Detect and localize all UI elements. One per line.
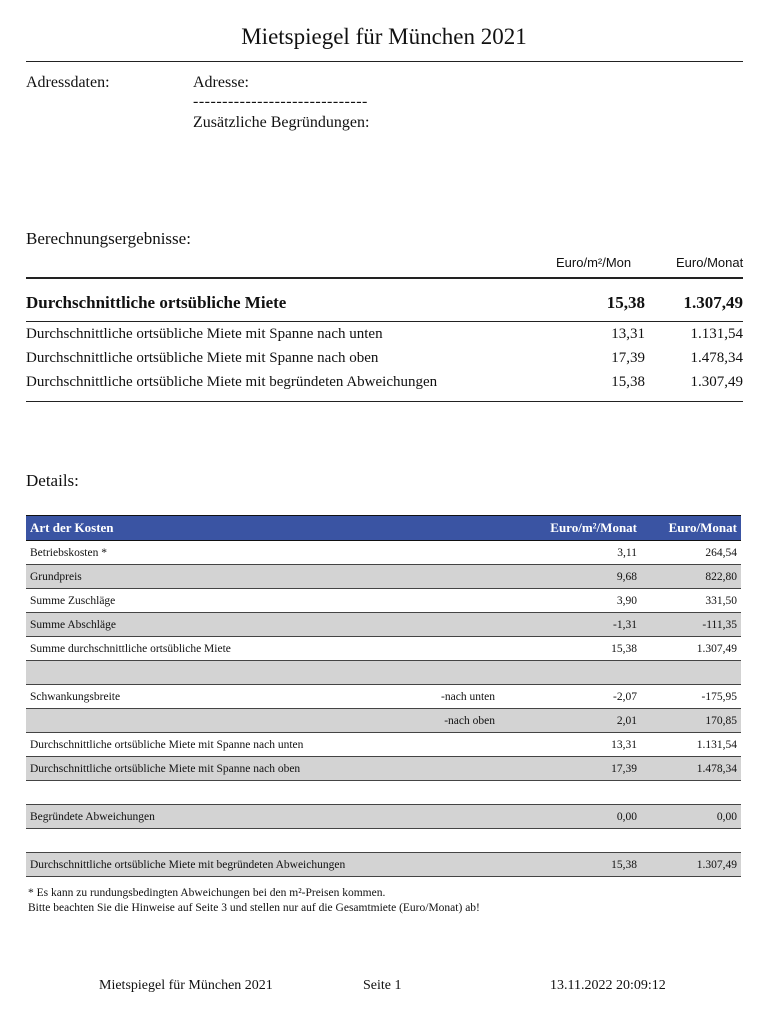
- row-value-month: [641, 661, 741, 685]
- row-value-sqm: 13,31: [531, 733, 641, 757]
- row-value-month: 1.478,34: [641, 757, 741, 781]
- row-sublabel: [436, 733, 531, 757]
- justifications-label: Zusätzliche Begründungen:: [193, 114, 370, 131]
- table-row: [26, 757, 741, 781]
- table-row: [26, 565, 741, 589]
- results-row-value-sqm: 13,31: [611, 326, 645, 342]
- row-sublabel: [436, 853, 531, 877]
- results-row-value-sqm: 17,39: [611, 350, 645, 366]
- row-label: Schwankungsbreite: [26, 685, 436, 709]
- details-header-sqm: Euro/m²/Monat: [531, 516, 641, 541]
- results-row: [26, 350, 743, 367]
- results-main-label: Durchschnittliche ortsübliche Miete: [26, 293, 287, 312]
- table-row: [26, 805, 741, 829]
- row-value-sqm: 3,90: [531, 589, 641, 613]
- table-row: [26, 613, 741, 637]
- row-value-month: 822,80: [641, 565, 741, 589]
- row-value-month: 1.131,54: [641, 733, 741, 757]
- table-row: [26, 661, 741, 685]
- row-sublabel: [436, 637, 531, 661]
- results-bottom-divider: [26, 401, 743, 402]
- row-label: [26, 709, 436, 733]
- results-row: [26, 374, 743, 391]
- results-row: [26, 326, 743, 343]
- details-header-month: Euro/Monat: [641, 516, 741, 541]
- table-row: [26, 733, 741, 757]
- footnote-rounding: * Es kann zu rundungsbedingten Abweichungen bei den m²-Preisen kommen.: [28, 887, 386, 899]
- row-value-sqm: 17,39: [531, 757, 641, 781]
- results-row-value-month: 1.131,54: [690, 326, 743, 342]
- row-value-sqm: [531, 781, 641, 805]
- results-main-row: [26, 293, 743, 313]
- row-label: Summe Zuschläge: [26, 589, 436, 613]
- results-col1-header: Euro/m²/Mon: [556, 255, 632, 270]
- address-section-label: Adressdaten:: [26, 74, 110, 91]
- row-value-sqm: -1,31: [531, 613, 641, 637]
- table-row: [26, 781, 741, 805]
- table-row: [26, 685, 741, 709]
- row-value-month: 170,85: [641, 709, 741, 733]
- row-label: [26, 781, 436, 805]
- row-label: [26, 661, 436, 685]
- row-label: Summe durchschnittliche ortsübliche Miete: [26, 637, 436, 661]
- row-value-sqm: 15,38: [531, 637, 641, 661]
- row-value-month: 331,50: [641, 589, 741, 613]
- results-col2-header: Euro/Monat: [676, 255, 744, 270]
- row-value-sqm: 3,11: [531, 541, 641, 565]
- results-main-value-sqm: 15,38: [606, 293, 645, 312]
- footnote-notice: Bitte beachten Sie die Hinweise auf Seite 3 und stellen nur auf die Gesamtmiete (Euro/Monat) ab!: [28, 902, 480, 914]
- results-header-divider: [26, 277, 743, 279]
- details-header-row: [26, 516, 741, 541]
- address-separator: ------------------------------: [193, 93, 368, 110]
- row-label: Durchschnittliche ortsübliche Miete mit Spanne nach oben: [26, 757, 436, 781]
- row-value-sqm: 2,01: [531, 709, 641, 733]
- row-sublabel: [436, 565, 531, 589]
- results-row-value-month: 1.307,49: [690, 374, 743, 390]
- row-sublabel: [436, 829, 531, 853]
- row-value-month: -175,95: [641, 685, 741, 709]
- table-row: [26, 637, 741, 661]
- row-value-month: 1.307,49: [641, 637, 741, 661]
- table-row: [26, 589, 741, 613]
- details-heading: Details:: [26, 471, 79, 490]
- row-value-sqm: 15,38: [531, 853, 641, 877]
- row-sublabel: [436, 613, 531, 637]
- row-value-month: 264,54: [641, 541, 741, 565]
- results-row-label: Durchschnittliche ortsübliche Miete mit Spanne nach unten: [26, 326, 383, 342]
- footer-title: Mietspiegel für München 2021: [99, 978, 273, 993]
- row-sublabel: [436, 757, 531, 781]
- results-main-divider: [26, 321, 743, 322]
- row-sublabel: [436, 541, 531, 565]
- results-row-label: Durchschnittliche ortsübliche Miete mit Spanne nach oben: [26, 350, 379, 366]
- footer-timestamp: 13.11.2022 20:09:12: [550, 978, 666, 993]
- row-sublabel: [436, 589, 531, 613]
- details-table: [26, 515, 741, 877]
- table-row: [26, 541, 741, 565]
- results-row-value-month: 1.478,34: [690, 350, 743, 366]
- details-header-cost-type: Art der Kosten: [26, 516, 531, 541]
- results-row-label: Durchschnittliche ortsübliche Miete mit begründeten Abweichungen: [26, 374, 438, 390]
- table-row: [26, 829, 741, 853]
- row-label: Betriebskosten *: [26, 541, 436, 565]
- row-label: [26, 829, 436, 853]
- title-divider: [26, 61, 743, 62]
- table-row: [26, 853, 741, 877]
- results-row-value-sqm: 15,38: [611, 374, 645, 390]
- row-label: Summe Abschläge: [26, 613, 436, 637]
- row-value-month: [641, 829, 741, 853]
- row-value-month: [641, 781, 741, 805]
- results-heading: Berechnungsergebnisse:: [26, 229, 191, 248]
- row-sublabel: -nach oben: [436, 709, 531, 733]
- row-label: Durchschnittliche ortsübliche Miete mit begründeten Abweichungen: [26, 853, 436, 877]
- row-value-sqm: 0,00: [531, 805, 641, 829]
- row-label: Grundpreis: [26, 565, 436, 589]
- row-value-month: 1.307,49: [641, 853, 741, 877]
- row-value-month: 0,00: [641, 805, 741, 829]
- address-label: Adresse:: [193, 74, 249, 91]
- row-value-sqm: [531, 661, 641, 685]
- row-label: Begründete Abweichungen: [26, 805, 436, 829]
- row-value-sqm: [531, 829, 641, 853]
- row-value-month: -111,35: [641, 613, 741, 637]
- row-value-sqm: -2,07: [531, 685, 641, 709]
- document-title: Mietspiegel für München 2021: [241, 24, 527, 49]
- row-sublabel: [436, 805, 531, 829]
- row-sublabel: [436, 661, 531, 685]
- footer-page-number: Seite 1: [363, 978, 402, 993]
- row-sublabel: -nach unten: [436, 685, 531, 709]
- row-sublabel: [436, 781, 531, 805]
- results-main-value-month: 1.307,49: [683, 293, 743, 312]
- row-label: Durchschnittliche ortsübliche Miete mit Spanne nach unten: [26, 733, 436, 757]
- row-value-sqm: 9,68: [531, 565, 641, 589]
- table-row: [26, 709, 741, 733]
